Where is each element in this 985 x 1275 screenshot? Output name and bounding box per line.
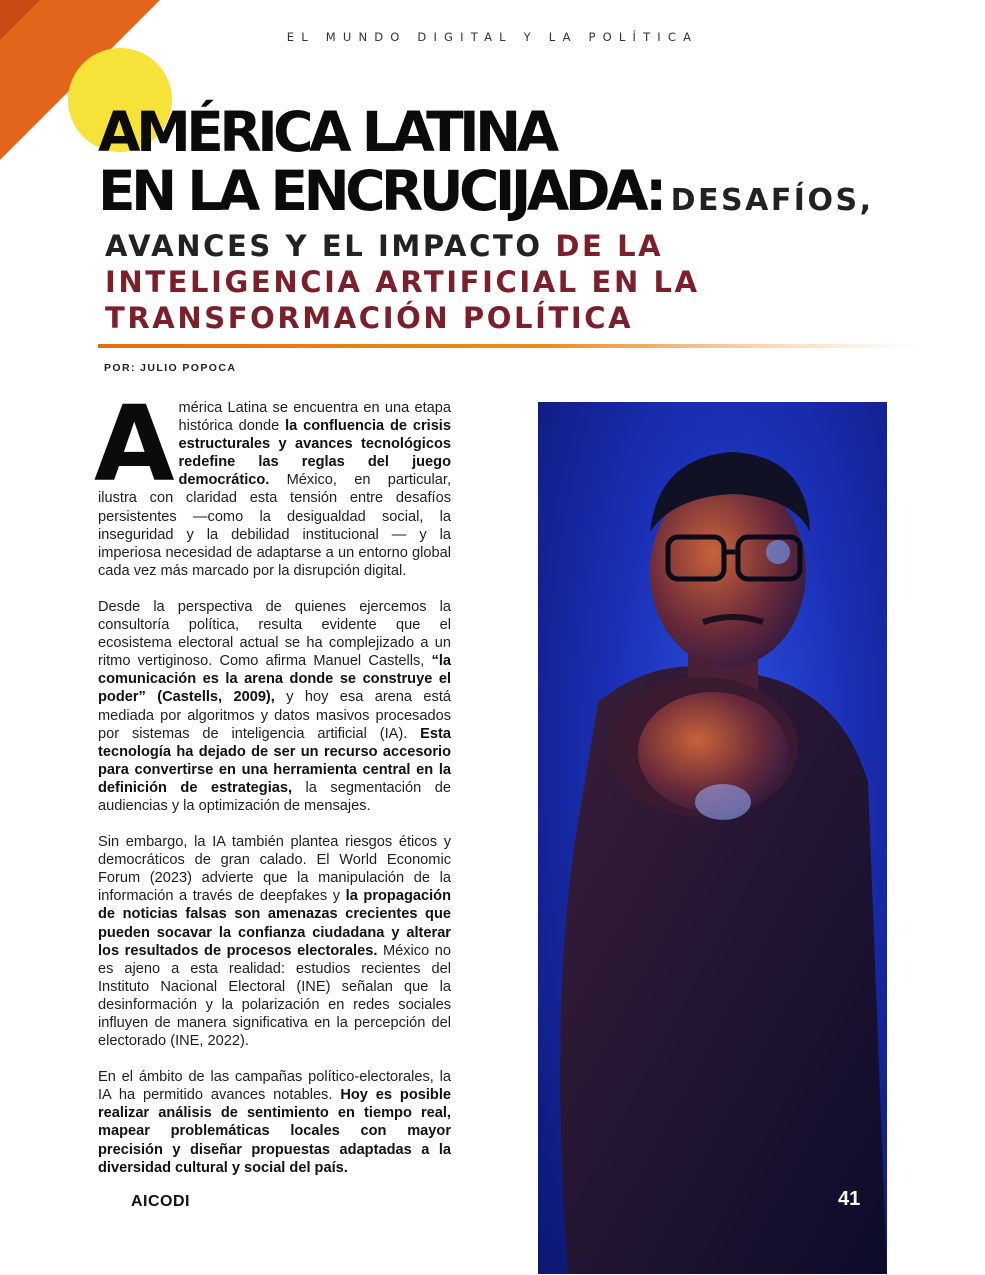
text-run: mérica Latina se encuentra en una etapa histórica donde — [178, 400, 451, 435]
subtitle-part-1: DESAFÍOS, — [670, 183, 874, 218]
bold-text-run: la confluencia de crisis estructurales y avances tecnológicos redefine las reglas del juego democrático. — [178, 418, 451, 489]
author-photo-illustration — [538, 402, 887, 1274]
subtitle-part-2: AVANCES Y EL IMPACTO — [105, 229, 543, 263]
headline-line-2-text: EN LA ENCRUCIJADA: — [98, 159, 663, 223]
text-run: la segmentación de audiencias y la optimización de mensajes. — [98, 779, 451, 814]
text-run: Sin embargo, la IA también plantea riesgos éticos y democráticos de gran calado. El World Economic Forum (2023) advierte que la manipulación de la información a través de deepfakes y — [98, 834, 451, 905]
text-run: y hoy esa arena está mediada por algoritmos y datos masivos procesados por sistemas de inteligencia artificial (IA). — [98, 689, 451, 742]
section-title: EL MUNDO DIGITAL Y LA POLÍTICA — [286, 30, 699, 44]
footer-brand: AICODI — [131, 1193, 190, 1210]
subtitle-accent: DE LA INTELIGENCIA ARTIFICIAL EN LA TRANSFORMACIÓN POLÍTICA — [105, 229, 700, 335]
article-body — [94, 383, 451, 1195]
paragraph-4 — [98, 1068, 451, 1177]
article-headline — [98, 100, 874, 230]
headline-line-1: AMÉRICA LATINA — [98, 100, 555, 164]
bold-text-run: Hoy es posible realizar análisis de sentimiento en tiempo real, mapear problemáticas locales con mayor precisión y diseñar propuestas adaptadas a la diversidad cultural y social del país. — [98, 1087, 451, 1176]
text-run: México, en particular, ilustra con claridad esta tensión entre desafíos persistentes —como la desigualdad social, la inseguridad y la debilidad institucional — y la imperiosa necesidad de adaptarse a un entorno global cada vez más marcado por la disrupción digital. — [98, 472, 451, 579]
bold-text-run: la propagación de noticias falsas son amenazas crecientes que pueden socavar la confianza ciudadana y alterar los resultados de procesos electorales. — [98, 888, 451, 959]
title-divider — [98, 344, 918, 348]
text-run: En el ámbito de las campañas político-electorales, la IA ha permitido avances notables. — [98, 1069, 451, 1104]
byline: POR: JULIO POPOCA — [104, 362, 237, 374]
text-run: México no es ajeno a esta realidad: estudios recientes del Instituto Nacional Electoral (INE) señalan que la desinformación y la polarización en redes sociales influyen de manera significativa en la percepción del electorado (INE, 2022). — [98, 942, 451, 1050]
bold-text-run: “la comunicación es la arena donde se construye el poder” (Castells, 2009), — [98, 653, 451, 706]
page-number: 41 — [838, 1188, 861, 1210]
paragraph-3 — [98, 833, 451, 1050]
author-photo — [538, 402, 887, 1274]
text-run: Desde la perspectiva de quienes ejercemos la consultoría política, resulta evidente que el ecosistema electoral actual se ha complejizado a un ritmo vertiginoso. Como afirma Manuel Castells, — [98, 598, 451, 670]
headline-line-2 — [98, 159, 874, 230]
article-subtitle — [105, 228, 925, 336]
paragraph-1 — [94, 383, 451, 580]
drop-cap: A — [94, 383, 171, 505]
bold-text-run: Esta tecnología ha dejado de ser un recurso accesorio para convertirse en una herramienta central en la definición de estrategias, — [98, 725, 451, 796]
paragraph-2 — [98, 598, 451, 815]
